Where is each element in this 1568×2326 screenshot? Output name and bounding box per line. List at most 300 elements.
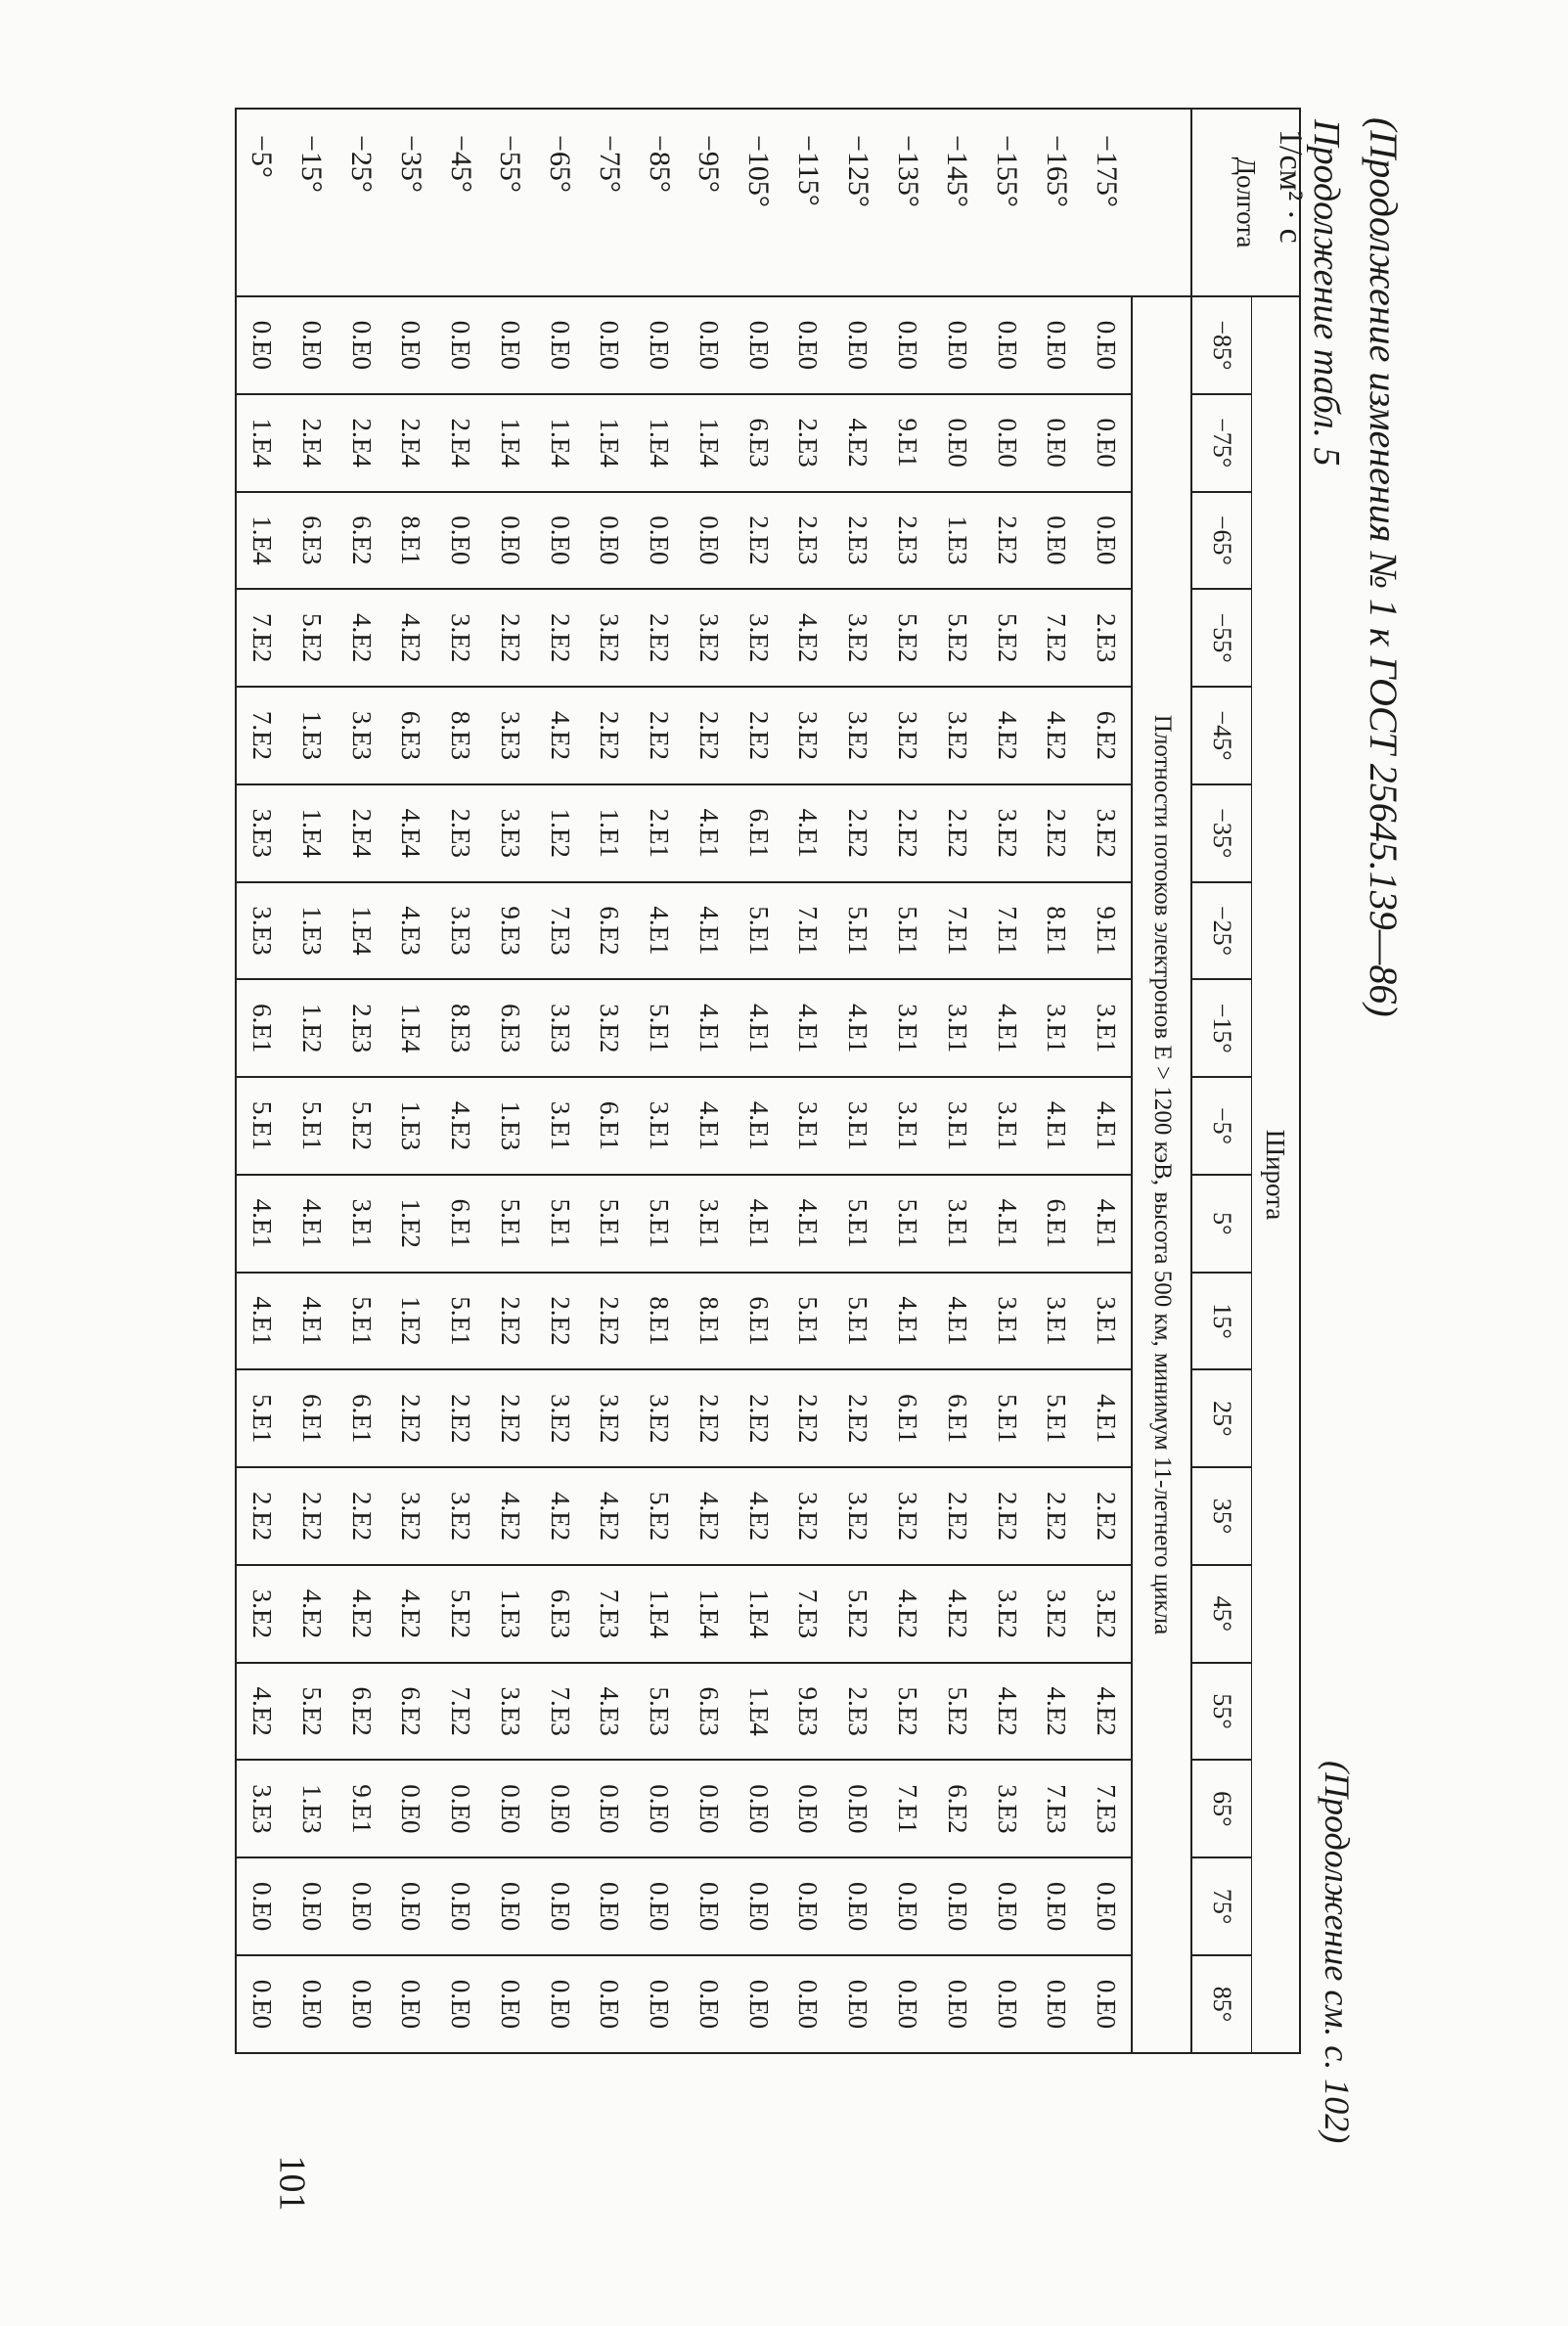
flux-value-cell: 1.E2 xyxy=(385,1175,435,1273)
flux-value-cell: 2.E3 xyxy=(832,1663,882,1761)
latitude-column-header: 55° xyxy=(1191,1663,1252,1761)
flux-value-cell: 8.E1 xyxy=(385,492,435,590)
flux-value-cell: 3.E1 xyxy=(784,1077,833,1175)
flux-value-cell: 0.E0 xyxy=(287,1857,336,1955)
flux-value-cell: 4.E1 xyxy=(1031,1077,1081,1175)
flux-value-cell: 3.E3 xyxy=(435,882,485,980)
flux-value-cell: 0.E0 xyxy=(932,1955,982,2053)
flux-value-cell: 3.E2 xyxy=(585,589,635,687)
longitude-cell: −135° xyxy=(882,109,932,296)
flux-value-cell: 7.E2 xyxy=(236,589,287,687)
flux-value-cell: 4.E1 xyxy=(982,979,1032,1077)
flux-value-cell: 0.E0 xyxy=(684,1760,734,1857)
flux-value-cell: 0.E0 xyxy=(634,296,684,394)
latitude-column-header: −5° xyxy=(1191,1077,1252,1175)
flux-value-cell: 3.E1 xyxy=(1081,1273,1132,1370)
flux-value-cell: 3.E2 xyxy=(882,687,932,784)
flux-value-cell: 4.E1 xyxy=(684,1077,734,1175)
flux-value-cell: 0.E0 xyxy=(485,296,535,394)
flux-value-cell: 2.E3 xyxy=(435,784,485,882)
flux-value-cell: 5.E1 xyxy=(236,1369,287,1467)
flux-value-cell: 5.E1 xyxy=(236,1077,287,1175)
flux-value-cell: 1.E3 xyxy=(485,1077,535,1175)
flux-value-cell: 4.E1 xyxy=(734,1175,784,1273)
table-row xyxy=(634,109,684,2053)
flux-value-cell: 5.E2 xyxy=(435,1565,485,1663)
flux-value-cell: 2.E3 xyxy=(784,492,833,590)
flux-value-cell: 4.E2 xyxy=(734,1467,784,1565)
units-label: 1/см² · с xyxy=(1273,129,1309,244)
flux-value-cell: 1.E4 xyxy=(634,1565,684,1663)
flux-value-cell: 2.E2 xyxy=(236,1467,287,1565)
flux-value-cell: 3.E2 xyxy=(932,687,982,784)
table-row xyxy=(236,109,287,2053)
flux-value-cell: 7.E3 xyxy=(784,1565,833,1663)
flux-value-cell: 4.E1 xyxy=(784,979,833,1077)
flux-value-cell: 0.E0 xyxy=(1081,1857,1132,1955)
flux-value-cell: 4.E1 xyxy=(684,979,734,1077)
flux-value-cell: 0.E0 xyxy=(684,1955,734,2053)
flux-value-cell: 4.E2 xyxy=(982,687,1032,784)
flux-value-cell: 2.E3 xyxy=(336,979,386,1077)
flux-value-cell: 1.E2 xyxy=(535,784,585,882)
flux-value-cell: 4.E1 xyxy=(287,1175,336,1273)
flux-value-cell: 0.E0 xyxy=(485,1955,535,2053)
flux-value-cell: 3.E1 xyxy=(1081,979,1132,1077)
flux-value-cell: 0.E0 xyxy=(634,492,684,590)
flux-value-cell: 2.E2 xyxy=(734,1369,784,1467)
flux-value-cell: 3.E1 xyxy=(634,1077,684,1175)
flux-value-cell: 2.E2 xyxy=(932,784,982,882)
flux-value-cell: 6.E2 xyxy=(385,1663,435,1761)
flux-value-cell: 3.E2 xyxy=(784,1467,833,1565)
flux-value-cell: 3.E1 xyxy=(882,979,932,1077)
longitude-cell: −25° xyxy=(336,109,386,296)
flux-value-cell: 6.E3 xyxy=(287,492,336,590)
flux-value-cell: 2.E2 xyxy=(1031,1467,1081,1565)
flux-value-cell: 0.E0 xyxy=(982,1857,1032,1955)
flux-value-cell: 0.E0 xyxy=(585,1955,635,2053)
flux-value-cell: 0.E0 xyxy=(882,1857,932,1955)
flux-value-cell: 5.E2 xyxy=(832,1565,882,1663)
flux-value-cell: 0.E0 xyxy=(882,296,932,394)
flux-value-cell: 0.E0 xyxy=(1081,1955,1132,2053)
flux-value-cell: 0.E0 xyxy=(585,492,635,590)
flux-value-cell: 2.E2 xyxy=(535,589,585,687)
flux-value-cell: 6.E1 xyxy=(1031,1175,1081,1273)
flux-value-cell: 0.E0 xyxy=(336,1857,386,1955)
page-number: 101 xyxy=(271,2155,313,2212)
flux-value-cell: 0.E0 xyxy=(385,1857,435,1955)
flux-value-cell: 2.E2 xyxy=(982,492,1032,590)
flux-value-cell: 3.E1 xyxy=(932,979,982,1077)
flux-value-cell: 4.E2 xyxy=(485,1467,535,1565)
flux-value-cell: 0.E0 xyxy=(734,1760,784,1857)
flux-value-cell: 3.E3 xyxy=(535,979,585,1077)
flux-value-cell: 0.E0 xyxy=(982,296,1032,394)
flux-value-cell: 0.E0 xyxy=(585,1760,635,1857)
flux-value-cell: 0.E0 xyxy=(535,1857,585,1955)
flux-value-cell: 6.E2 xyxy=(336,492,386,590)
flux-value-cell: 0.E0 xyxy=(535,296,585,394)
flux-value-cell: 7.E2 xyxy=(1031,589,1081,687)
flux-value-cell: 5.E3 xyxy=(634,1663,684,1761)
table-row xyxy=(435,109,485,2053)
flux-value-cell: 0.E0 xyxy=(385,1955,435,2053)
table-row xyxy=(1031,109,1081,2053)
flux-value-cell: 3.E3 xyxy=(485,687,535,784)
longitude-cell: −145° xyxy=(932,109,982,296)
flux-value-cell: 0.E0 xyxy=(1031,296,1081,394)
flux-value-cell: 6.E2 xyxy=(585,882,635,980)
flux-value-cell: 3.E1 xyxy=(932,1077,982,1175)
longitude-cell: −85° xyxy=(634,109,684,296)
flux-value-cell: 3.E2 xyxy=(435,589,485,687)
flux-value-cell: 0.E0 xyxy=(236,1857,287,1955)
flux-value-cell: 3.E2 xyxy=(982,784,1032,882)
footer-continuation: (Продолжение см. с. 102) xyxy=(1318,1761,1357,2144)
flux-value-cell: 3.E2 xyxy=(435,1467,485,1565)
latitude-column-header: 5° xyxy=(1191,1175,1252,1273)
flux-value-cell: 8.E3 xyxy=(435,687,485,784)
flux-value-cell: 3.E2 xyxy=(784,687,833,784)
flux-value-cell: 4.E2 xyxy=(982,1663,1032,1761)
flux-value-cell: 2.E1 xyxy=(634,784,684,882)
flux-value-cell: 8.E1 xyxy=(684,1273,734,1370)
flux-value-cell: 6.E1 xyxy=(435,1175,485,1273)
flux-value-cell: 1.E4 xyxy=(287,784,336,882)
flux-value-cell: 6.E1 xyxy=(882,1369,932,1467)
flux-value-cell: 0.E0 xyxy=(287,296,336,394)
flux-value-cell: 4.E1 xyxy=(734,1077,784,1175)
flux-value-cell: 0.E0 xyxy=(485,492,535,590)
flux-value-cell: 1.E4 xyxy=(336,882,386,980)
flux-value-cell: 2.E2 xyxy=(485,1369,535,1467)
flux-value-cell: 0.E0 xyxy=(287,1955,336,2053)
flux-value-cell: 7.E3 xyxy=(535,1663,585,1761)
latitude-columns-row xyxy=(1191,109,1252,2053)
flux-value-cell: 6.E2 xyxy=(336,1663,386,1761)
table-caption: Плотности потоков электронов E > 1200 кэВ, высота 500 км, минимум 11-летнего цикла xyxy=(1132,296,1191,2053)
flux-value-cell: 2.E2 xyxy=(932,1467,982,1565)
flux-value-cell: 9.E3 xyxy=(784,1663,833,1761)
flux-value-cell: 0.E0 xyxy=(585,296,635,394)
flux-value-cell: 6.E1 xyxy=(236,979,287,1077)
flux-value-cell: 1.E4 xyxy=(385,979,435,1077)
latitude-column-header: 25° xyxy=(1191,1369,1252,1467)
flux-value-cell: 4.E2 xyxy=(585,1467,635,1565)
flux-value-cell: 9.E1 xyxy=(882,394,932,492)
flux-value-cell: 0.E0 xyxy=(932,296,982,394)
flux-value-cell: 4.E2 xyxy=(385,589,435,687)
flux-value-cell: 1.E4 xyxy=(535,394,585,492)
flux-value-cell: 5.E2 xyxy=(982,589,1032,687)
flux-value-cell: 7.E1 xyxy=(932,882,982,980)
flux-value-cell: 4.E2 xyxy=(535,687,585,784)
table-row xyxy=(287,109,336,2053)
flux-value-cell: 0.E0 xyxy=(435,296,485,394)
flux-value-cell: 5.E1 xyxy=(485,1175,535,1273)
flux-value-cell: 4.E1 xyxy=(1081,1175,1132,1273)
flux-value-cell: 3.E2 xyxy=(832,687,882,784)
flux-value-cell: 2.E3 xyxy=(1081,589,1132,687)
flux-value-cell: 4.E2 xyxy=(1081,1663,1132,1761)
flux-value-cell: 9.E3 xyxy=(485,882,535,980)
flux-value-cell: 5.E2 xyxy=(882,589,932,687)
flux-value-cell: 5.E1 xyxy=(734,882,784,980)
flux-value-cell: 7.E2 xyxy=(236,687,287,784)
flux-value-cell: 0.E0 xyxy=(734,1857,784,1955)
latitude-column-header: −55° xyxy=(1191,589,1252,687)
flux-value-cell: 4.E2 xyxy=(1031,1663,1081,1761)
flux-value-cell: 2.E3 xyxy=(784,394,833,492)
flux-value-cell: 4.E1 xyxy=(734,979,784,1077)
table-row xyxy=(784,109,833,2053)
flux-value-cell: 3.E2 xyxy=(1081,1565,1132,1663)
flux-value-cell: 5.E1 xyxy=(832,1175,882,1273)
flux-value-cell: 0.E0 xyxy=(784,1857,833,1955)
flux-value-cell: 4.E2 xyxy=(236,1663,287,1761)
latitude-column-header: −35° xyxy=(1191,784,1252,882)
flux-value-cell: 3.E2 xyxy=(832,589,882,687)
flux-value-cell: 2.E2 xyxy=(336,1467,386,1565)
flux-value-cell: 0.E0 xyxy=(535,492,585,590)
page-header-title: (Продолжение изменения № 1 к ГОСТ 25645.139—86) xyxy=(1362,117,1406,1017)
flux-value-cell: 4.E2 xyxy=(336,589,386,687)
longitude-cell: −165° xyxy=(1031,109,1081,296)
flux-value-cell: 3.E1 xyxy=(535,1077,585,1175)
latitude-column-header: 75° xyxy=(1191,1857,1252,1955)
flux-value-cell: 4.E2 xyxy=(784,589,833,687)
flux-value-cell: 4.E1 xyxy=(784,1175,833,1273)
longitude-cell: −95° xyxy=(684,109,734,296)
flux-value-cell: 3.E1 xyxy=(684,1175,734,1273)
longitude-cell: −15° xyxy=(287,109,336,296)
flux-value-cell: 5.E1 xyxy=(535,1175,585,1273)
flux-value-cell: 0.E0 xyxy=(336,1955,386,2053)
flux-value-cell: 1.E1 xyxy=(585,784,635,882)
flux-value-cell: 6.E3 xyxy=(734,394,784,492)
flux-value-cell: 2.E4 xyxy=(336,394,386,492)
flux-value-cell: 6.E3 xyxy=(684,1663,734,1761)
flux-value-cell: 3.E3 xyxy=(485,1663,535,1761)
flux-value-cell: 4.E2 xyxy=(932,1565,982,1663)
flux-value-cell: 4.E2 xyxy=(287,1565,336,1663)
longitude-cell: −5° xyxy=(236,109,287,296)
table-row xyxy=(684,109,734,2053)
flux-value-cell: 3.E1 xyxy=(982,1273,1032,1370)
flux-value-cell: 0.E0 xyxy=(784,1760,833,1857)
longitude-cell: −125° xyxy=(832,109,882,296)
flux-value-cell: 0.E0 xyxy=(982,394,1032,492)
latitude-column-header: 85° xyxy=(1191,1955,1252,2053)
flux-value-cell: 2.E3 xyxy=(882,492,932,590)
flux-value-cell: 4.E2 xyxy=(882,1565,932,1663)
latitude-column-header: 15° xyxy=(1191,1273,1252,1370)
longitude-cell: −75° xyxy=(585,109,635,296)
flux-value-cell: 5.E1 xyxy=(882,882,932,980)
flux-value-cell: 3.E3 xyxy=(982,1760,1032,1857)
longitude-cell: −65° xyxy=(535,109,585,296)
flux-value-cell: 5.E2 xyxy=(932,1663,982,1761)
table-row xyxy=(336,109,386,2053)
flux-value-cell: 0.E0 xyxy=(634,1955,684,2053)
flux-value-cell: 8.E3 xyxy=(435,979,485,1077)
flux-value-cell: 0.E0 xyxy=(1081,296,1132,394)
flux-value-cell: 2.E4 xyxy=(385,394,435,492)
flux-value-cell: 2.E2 xyxy=(734,492,784,590)
flux-value-cell: 0.E0 xyxy=(1031,394,1081,492)
flux-value-cell: 7.E1 xyxy=(784,882,833,980)
flux-value-cell: 3.E3 xyxy=(336,687,386,784)
flux-value-cell: 7.E3 xyxy=(1031,1760,1081,1857)
flux-value-cell: 2.E2 xyxy=(982,1467,1032,1565)
table-row xyxy=(982,109,1032,2053)
table-row xyxy=(832,109,882,2053)
flux-value-cell: 4.E1 xyxy=(236,1175,287,1273)
flux-value-cell: 2.E2 xyxy=(385,1369,435,1467)
flux-value-cell: 5.E1 xyxy=(336,1273,386,1370)
flux-value-cell: 1.E3 xyxy=(485,1565,535,1663)
flux-value-cell: 0.E0 xyxy=(236,296,287,394)
latitude-column-header: 65° xyxy=(1191,1760,1252,1857)
longitude-cell: −155° xyxy=(982,109,1032,296)
flux-value-cell: 3.E2 xyxy=(535,1369,585,1467)
flux-value-cell: 4.E1 xyxy=(932,1273,982,1370)
flux-value-cell: 4.E3 xyxy=(585,1663,635,1761)
flux-value-cell: 7.E1 xyxy=(982,882,1032,980)
flux-value-cell: 4.E1 xyxy=(784,784,833,882)
flux-value-cell: 2.E3 xyxy=(832,492,882,590)
flux-value-cell: 2.E4 xyxy=(287,394,336,492)
longitude-cell: −175° xyxy=(1081,109,1132,296)
flux-value-cell: 1.E4 xyxy=(634,394,684,492)
flux-value-cell: 0.E0 xyxy=(1031,1857,1081,1955)
flux-value-cell: 0.E0 xyxy=(585,1857,635,1955)
flux-value-cell: 4.E1 xyxy=(634,882,684,980)
flux-value-cell: 0.E0 xyxy=(336,296,386,394)
flux-value-cell: 3.E2 xyxy=(734,589,784,687)
flux-value-cell: 1.E2 xyxy=(385,1273,435,1370)
flux-value-cell: 1.E3 xyxy=(287,882,336,980)
flux-value-cell: 0.E0 xyxy=(932,1857,982,1955)
flux-value-cell: 0.E0 xyxy=(634,1760,684,1857)
flux-value-cell: 4.E4 xyxy=(385,784,435,882)
table-header-row xyxy=(1252,109,1301,2053)
latitude-column-header: −15° xyxy=(1191,979,1252,1077)
table-row xyxy=(734,109,784,2053)
flux-value-cell: 6.E1 xyxy=(585,1077,635,1175)
flux-value-cell: 5.E1 xyxy=(287,1077,336,1175)
flux-value-cell: 4.E2 xyxy=(435,1077,485,1175)
flux-value-cell: 4.E2 xyxy=(1031,687,1081,784)
flux-value-cell: 3.E2 xyxy=(585,979,635,1077)
table-row xyxy=(485,109,535,2053)
flux-value-cell: 2.E2 xyxy=(287,1467,336,1565)
flux-value-cell: 4.E1 xyxy=(1081,1369,1132,1467)
flux-value-cell: 0.E0 xyxy=(684,296,734,394)
flux-value-cell: 4.E2 xyxy=(535,1467,585,1565)
flux-value-cell: 4.E2 xyxy=(684,1467,734,1565)
flux-value-cell: 8.E1 xyxy=(634,1273,684,1370)
flux-value-cell: 3.E2 xyxy=(634,1369,684,1467)
flux-value-cell: 1.E4 xyxy=(684,1565,734,1663)
flux-value-cell: 5.E1 xyxy=(832,882,882,980)
flux-value-cell: 2.E2 xyxy=(1081,1467,1132,1565)
flux-value-cell: 5.E2 xyxy=(287,589,336,687)
flux-value-cell: 6.E1 xyxy=(734,1273,784,1370)
latitude-column-header: −25° xyxy=(1191,882,1252,980)
flux-value-cell: 5.E2 xyxy=(287,1663,336,1761)
flux-value-cell: 6.E1 xyxy=(287,1369,336,1467)
flux-value-cell: 2.E2 xyxy=(1031,784,1081,882)
flux-value-cell: 0.E0 xyxy=(1081,394,1132,492)
flux-value-cell: 0.E0 xyxy=(1081,492,1132,590)
flux-value-cell: 2.E2 xyxy=(832,1369,882,1467)
flux-value-cell: 3.E2 xyxy=(385,1467,435,1565)
flux-value-cell: 6.E1 xyxy=(734,784,784,882)
flux-value-cell: 3.E2 xyxy=(1081,784,1132,882)
flux-value-cell: 0.E0 xyxy=(236,1955,287,2053)
flux-value-cell: 0.E0 xyxy=(832,1760,882,1857)
flux-value-cell: 4.E1 xyxy=(982,1175,1032,1273)
flux-value-cell: 4.E2 xyxy=(385,1565,435,1663)
flux-value-cell: 3.E3 xyxy=(236,1760,287,1857)
flux-value-cell: 3.E3 xyxy=(485,784,535,882)
flux-value-cell: 0.E0 xyxy=(385,1760,435,1857)
flux-value-cell: 2.E2 xyxy=(784,1369,833,1467)
latitude-column-header: −65° xyxy=(1191,492,1252,590)
flux-value-cell: 1.E3 xyxy=(287,687,336,784)
flux-value-cell: 9.E1 xyxy=(336,1760,386,1857)
flux-value-cell: 5.E1 xyxy=(634,1175,684,1273)
flux-value-cell: 5.E2 xyxy=(336,1077,386,1175)
flux-value-cell: 0.E0 xyxy=(832,1857,882,1955)
flux-value-cell: 2.E2 xyxy=(585,1273,635,1370)
flux-value-cell: 2.E4 xyxy=(435,394,485,492)
flux-value-cell: 3.E2 xyxy=(236,1565,287,1663)
flux-value-cell: 6.E1 xyxy=(932,1369,982,1467)
flux-value-cell: 1.E4 xyxy=(684,394,734,492)
table-row xyxy=(882,109,932,2053)
electron-flux-table xyxy=(235,108,1301,2054)
flux-value-cell: 0.E0 xyxy=(385,296,435,394)
flux-value-cell: 0.E0 xyxy=(784,1955,833,2053)
flux-value-cell: 0.E0 xyxy=(435,492,485,590)
flux-value-cell: 2.E2 xyxy=(585,687,635,784)
flux-value-cell: 2.E2 xyxy=(684,687,734,784)
longitude-cell: −55° xyxy=(485,109,535,296)
flux-value-cell: 6.E3 xyxy=(385,687,435,784)
flux-value-cell: 5.E1 xyxy=(784,1273,833,1370)
flux-value-cell: 1.E4 xyxy=(236,394,287,492)
flux-value-cell: 6.E3 xyxy=(485,979,535,1077)
flux-value-cell: 0.E0 xyxy=(1031,492,1081,590)
table-row xyxy=(535,109,585,2053)
caption-spacer xyxy=(1132,109,1191,296)
flux-value-cell: 0.E0 xyxy=(734,1955,784,2053)
latitude-header: Широта xyxy=(1252,296,1301,2053)
flux-value-cell: 3.E2 xyxy=(832,1467,882,1565)
data-table-container xyxy=(235,108,1301,2054)
flux-value-cell: 0.E0 xyxy=(535,1955,585,2053)
flux-value-cell: 3.E2 xyxy=(684,589,734,687)
flux-value-cell: 2.E2 xyxy=(832,784,882,882)
flux-value-cell: 1.E4 xyxy=(734,1663,784,1761)
flux-value-cell: 3.E2 xyxy=(982,1565,1032,1663)
flux-value-cell: 1.E4 xyxy=(485,394,535,492)
flux-value-cell: 4.E2 xyxy=(832,394,882,492)
